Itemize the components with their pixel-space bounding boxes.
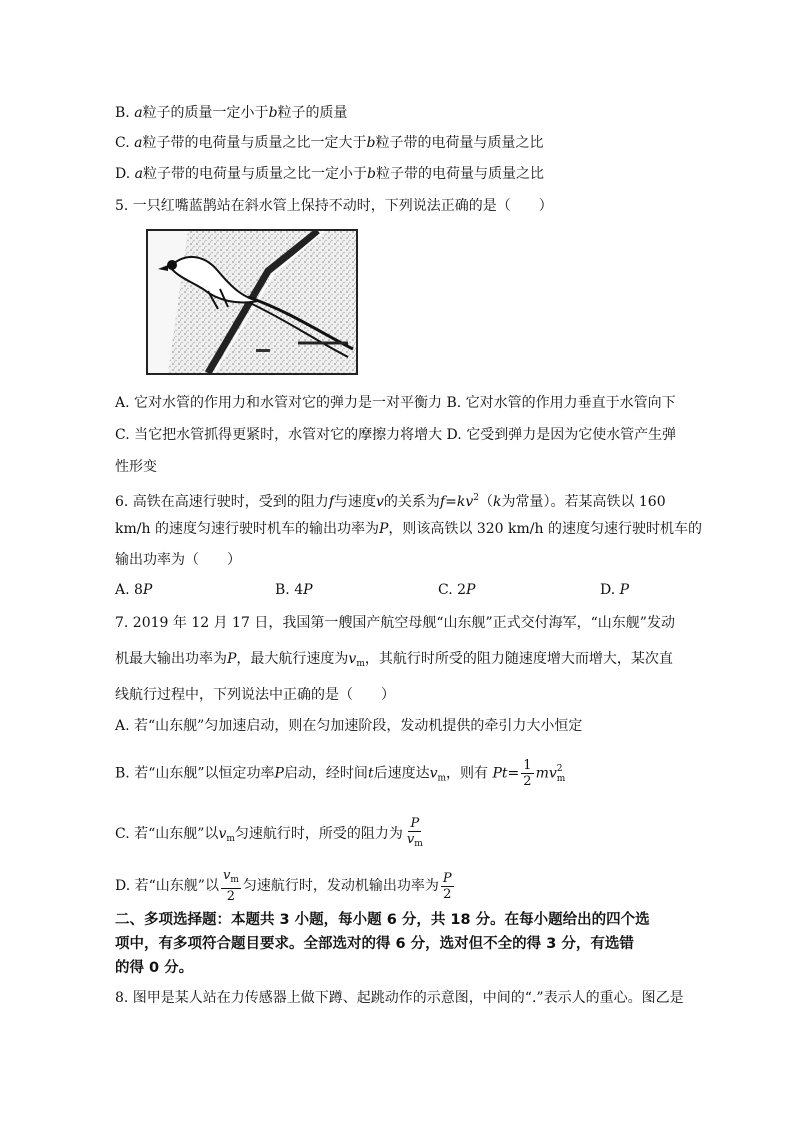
q5-figure [146, 229, 358, 375]
q4-option-b: B. a粒子的质量一定小于b粒子的质量 [115, 105, 348, 121]
q8-stem-line1: 8. 图甲是某人站在力传感器上做下蹲、起跳动作的示意图，中间的“.”表示人的重心。图乙是 [115, 990, 684, 1006]
fraction-vm-over-2: $\frac{v_m}{2}$ [222, 868, 239, 904]
q7-stem-line3: 线航行过程中，下列说法中正确的是（ ） [115, 687, 395, 703]
q5-options-cd: C. 当它把水管抓得更紧时，水管对它的摩擦力将增大 D. 它受到弹力是因为它使水管产生弹 [115, 427, 677, 443]
q7-stem-line1: 7. 2019 年 12 月 17 日，我国第一艘国产航空母舰“山东舰”正式交付海军，“山东舰”发动 [115, 615, 675, 631]
section2-line2: 项中，有多项符合题目要求。全部选对的得 6 分，选对但不全的得 3 分，有选错 [115, 936, 634, 952]
q7-stem-line2: 机最大输出功率为P，最大航行速度为$v_m$，其航行时所受的阻力随速度增大而增大，某次直 [115, 651, 673, 669]
section2-line1: 二、多项选择题：本题共 3 小题，每小题 6 分，共 18 分。在每小题给出的四个选 [115, 912, 650, 928]
fraction-one-half: $\frac{1}{2}$ [523, 758, 532, 789]
q7-option-d: D. 若“山东舰”以 $\frac{v_m}{2}$ 匀速航行时，发动机输出功率为 $\frac{P}{2}$ [115, 868, 452, 904]
fraction-p-over-2: $\frac{P}{2}$ [442, 870, 452, 902]
fraction-p-over-vm: $\frac{P}{v_m}$ [406, 816, 423, 849]
q7-option-b: B. 若“山东舰”以恒定功率P启动，经时间t后速度达$v_m$，则有 Pt= $\frac{1}{2}$ mv 2 m [115, 758, 566, 789]
q6-stem-line1: 6. 高铁在高速行驶时，受到的阻力f与速度v的关系为$f=kv^2(k$为常量）。若某高铁以 160 [115, 493, 666, 510]
q4-option-d: D. a粒子带的电荷量与质量之比一定小于b粒子带的电荷量与质量之比 [115, 166, 544, 182]
q5-options-cd-cont: 性形变 [115, 459, 157, 475]
q6-stem-line2: km/h 的速度匀速行驶时机车的输出功率为P，则该高铁以 320 km/h 的速度匀速行驶时机车的 [115, 521, 702, 537]
q6-option-d: D. P [600, 582, 630, 598]
q6-option-a: A. 8P [115, 582, 153, 598]
q6-option-c: C. 2P [438, 582, 476, 598]
bird-on-pipe-icon [148, 231, 356, 373]
q7-option-c: C. 若“山东舰”以$v_m$匀速航行时，所受的阻力为 $\frac{P}{v_m}$ [115, 816, 682, 852]
q4-option-c: C. a粒子带的电荷量与质量之比一定大于b粒子带的电荷量与质量之比 [115, 135, 544, 151]
q7-option-a: A. 若“山东舰”匀加速启动，则在匀加速阶段，发动机提供的牵引力大小恒定 [115, 718, 583, 734]
q6-stem-line3: 输出功率为（ ） [115, 552, 241, 568]
q6-options [115, 580, 685, 600]
section2-line3: 的得 0 分。 [115, 960, 194, 976]
q5-stem: 5. 一只红嘴蓝鹊站在斜水管上保持不动时，下列说法正确的是（ ） [115, 198, 553, 214]
q5-options-ab: A. 它对水管的作用力和水管对它的弹力是一对平衡力 B. 它对水管的作用力垂直于水管向下 [115, 395, 676, 411]
q6-option-b: B. 4P [275, 582, 313, 598]
